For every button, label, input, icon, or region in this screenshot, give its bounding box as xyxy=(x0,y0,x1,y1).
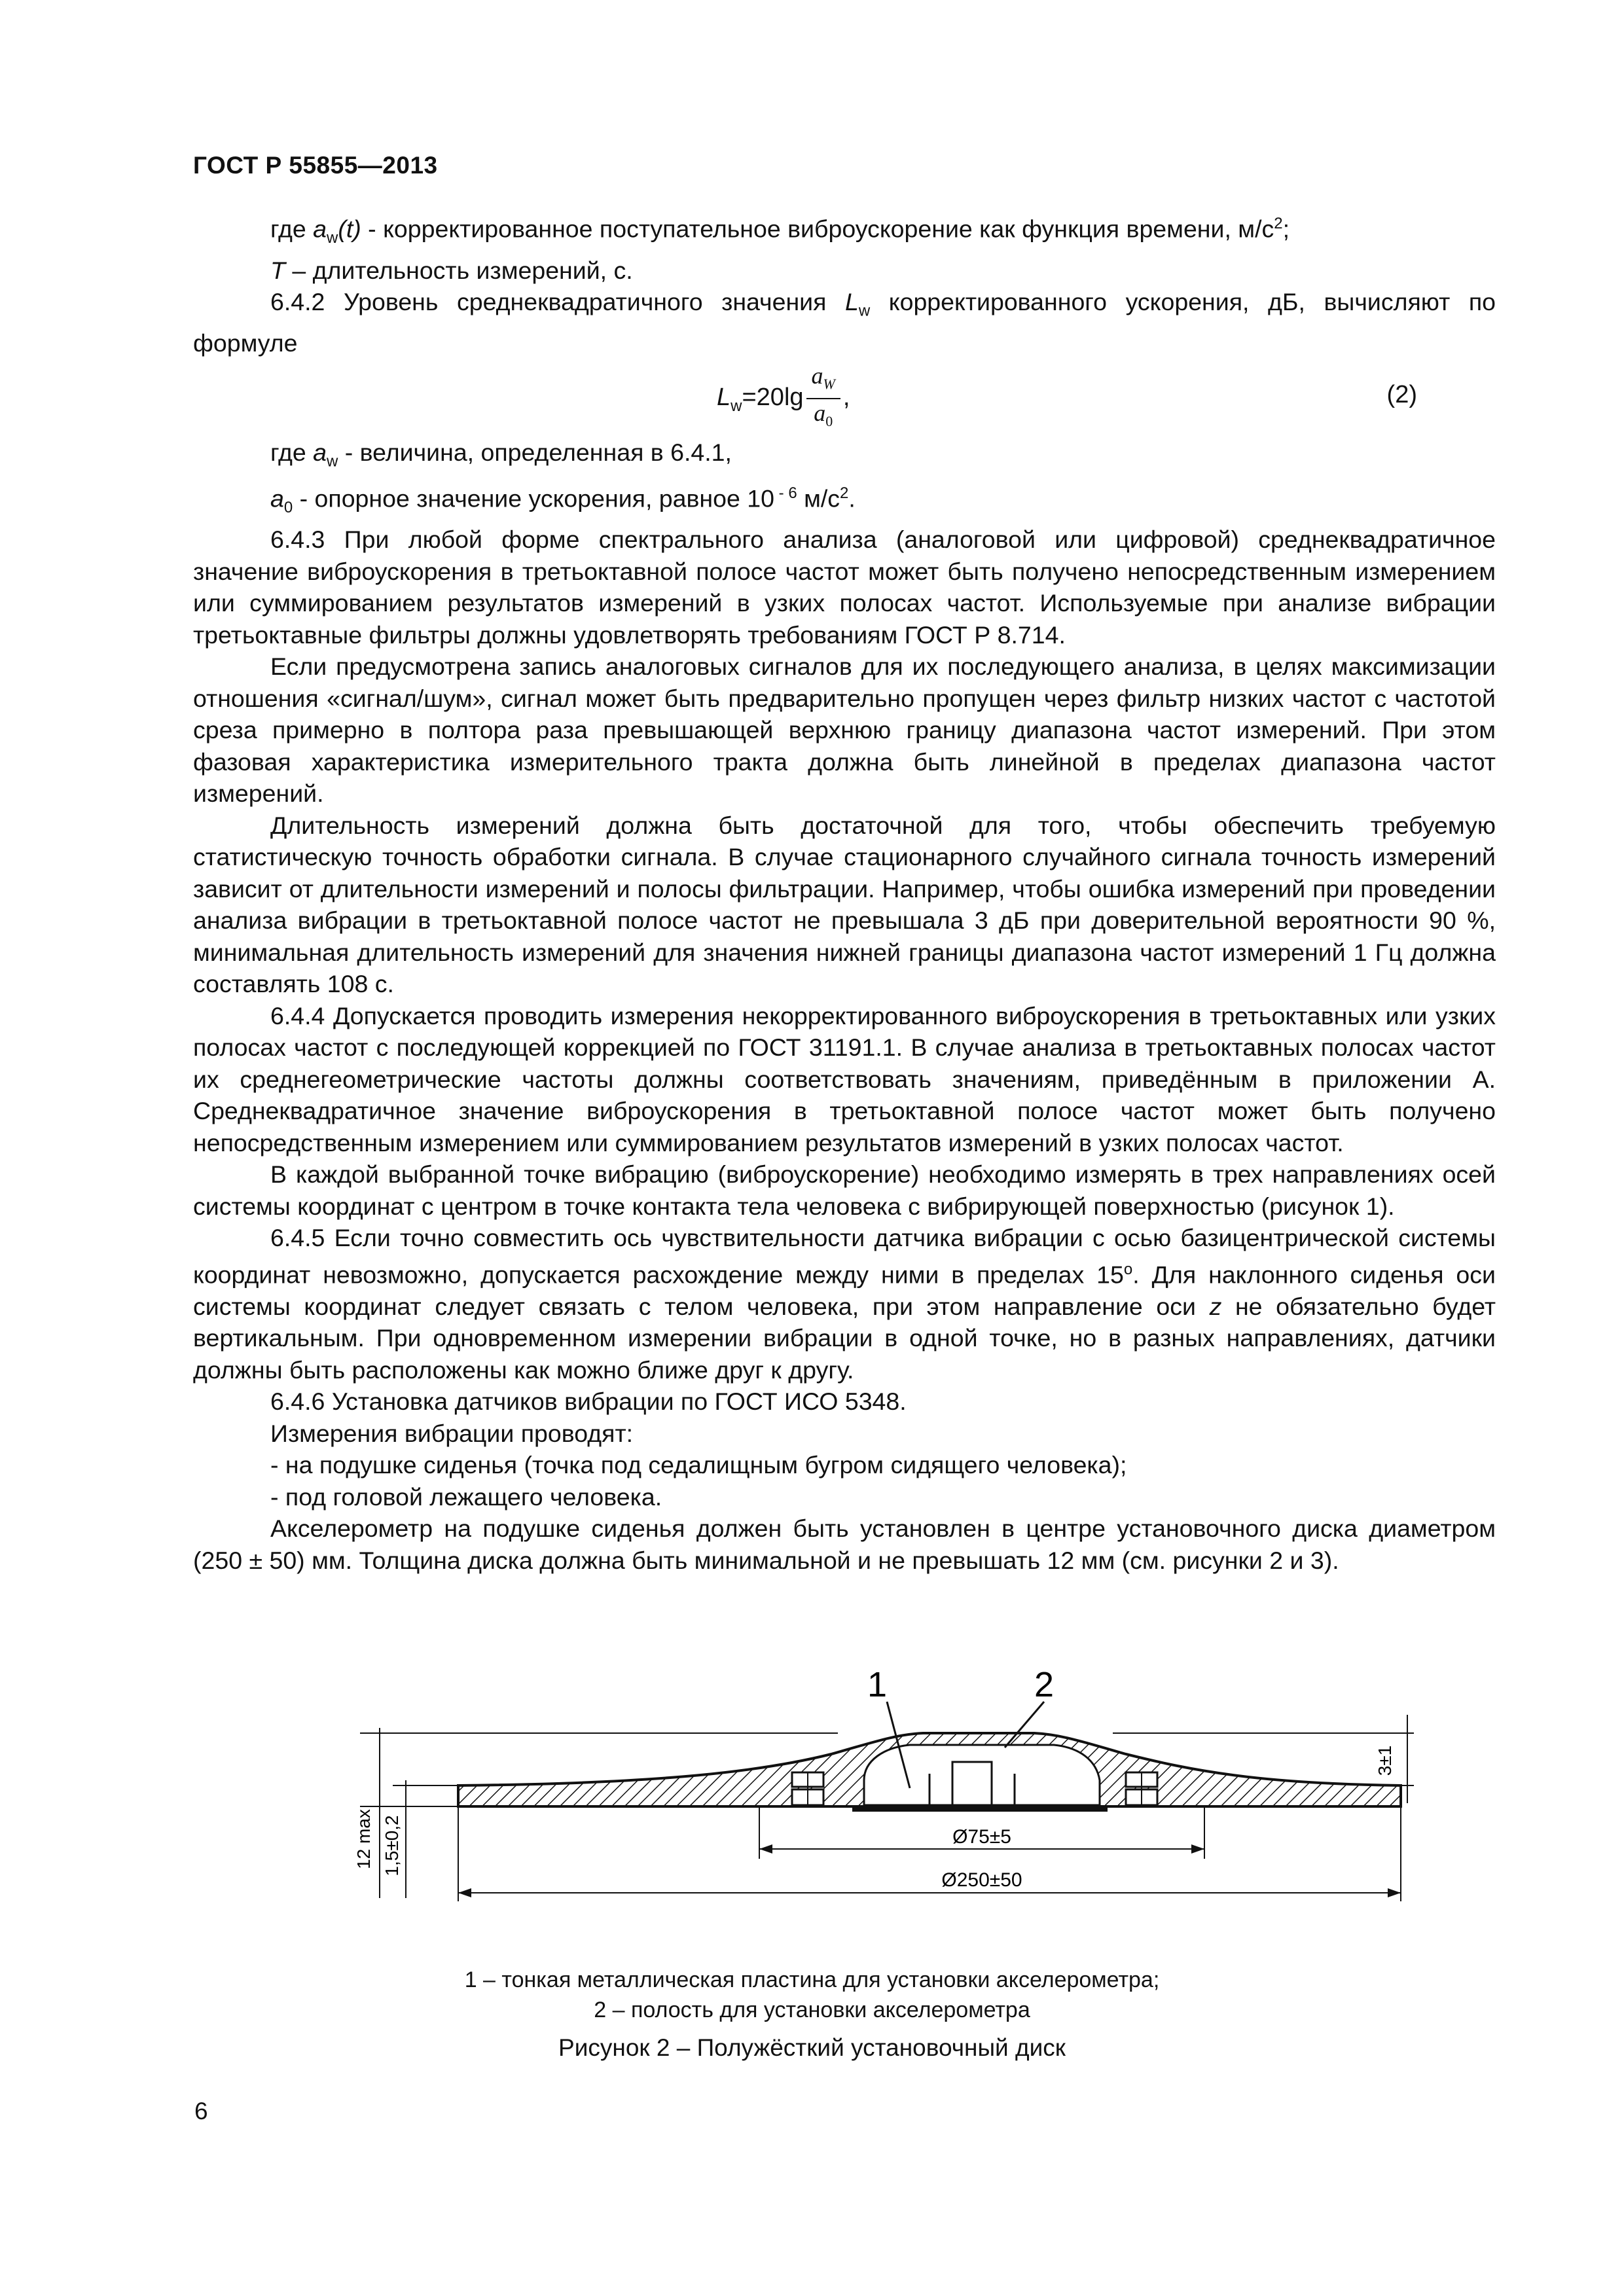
figure-2-disc-drawing xyxy=(340,1649,1420,1937)
paragraph-axes: В каждой выбранной точке вибрацию (виброускорение) необходимо измерять в трех направлениях осей системы координат с центром в точке контакта тела человека с вибрирующей поверхностью (рисунок 1). xyxy=(193,1160,1496,1220)
list-item-head: - под головой лежащего человека. xyxy=(270,1482,662,1511)
definition-T xyxy=(193,255,1496,287)
fastener-left xyxy=(792,1772,823,1805)
aw-symbol: a xyxy=(313,215,327,243)
a0-unit-sup: 2 xyxy=(840,484,849,502)
s645-b: . Для наклонного сиденья оси системы координат следует связать с телом человека, при этом направление оси xyxy=(193,1261,1496,1320)
s645-deg: o xyxy=(1123,1260,1133,1278)
paragraph-measure-intro: Измерения вибрации проводят: xyxy=(270,1419,634,1447)
dim-height: 12 max xyxy=(353,1809,374,1869)
s645-z: z xyxy=(1209,1292,1222,1320)
section-6-4-4: 6.4.4 Допускается проводить измерения некорректированного виброускорения в третьоктавных или узких полосах частот с последующей коррекцией по ГОСТ 31191.1. В случае анализа в третьоктавных полосах частот их среднегеометрические частоты должны соответствовать значениям, приведённым в приложении А. Среднеквадратичное значение виброускорения в третьоктавной полосе частот может быть получено непосредственным измерением или суммированием результатов измерений в узких полосах частот. xyxy=(193,1001,1496,1157)
aw2-symbol: a xyxy=(313,438,327,466)
T-desc: – длительность измерений, с. xyxy=(285,256,633,284)
formula-lhs: L xyxy=(717,383,731,411)
legend-line-1: 1 – тонкая металлическая пластина для установки акселерометра; xyxy=(464,1967,1160,1992)
page-number: 6 xyxy=(194,2098,208,2125)
paragraph-accelerometer: Акселерометр на подушке сиденья должен быть установлен в центре установочного диска диаметром (250 ± 50) мм. Толщина диска должна быть минимальной и не превышать 12 мм (см. рисунки 2 и 3). xyxy=(193,1515,1496,1574)
formula-expression xyxy=(717,362,850,435)
section-6-4-6: 6.4.6 Установка датчиков вибрации по ГОСТ ИСО 5348. xyxy=(270,1388,907,1415)
dim-plate: 1,5±0,2 xyxy=(382,1815,402,1876)
figure-title: Рисунок 2 – Полужёсткий установочный диск xyxy=(558,2034,1066,2061)
formula-comma: , xyxy=(842,383,850,411)
s642-text-b: корректированного ускорения, дБ, вычисляют по формуле xyxy=(193,288,1496,357)
Lw-symbol: L xyxy=(844,288,859,315)
callout-2: 2 xyxy=(1034,1665,1055,1704)
legend-line-2: 2 – полость для установки акселерометра xyxy=(594,1998,1030,2022)
a0-sub: 0 xyxy=(283,498,293,516)
figure-legend xyxy=(0,1965,1624,2025)
section-6-4-3: 6.4.3 При любой форме спектрального анализа (аналоговой или цифровой) среднеквадратичное значение виброускорения в третьоктавной полосе частот может быть получено непосредственным измерением или суммированием результатов измерений в узких полосах частот. Используемые при анализе вибрации третьоктавные фильтры должны удовлетворять требованиям ГОСТ Р 8.714. xyxy=(193,526,1496,649)
section-6-4-2 xyxy=(193,286,1496,359)
formula-numerator: $a_W$ xyxy=(806,362,840,399)
a0-symbol: a xyxy=(270,484,284,512)
definition-aw: где $a_w(t)$ - корректированное поступательное виброускорение как функция времени, $м/с^2$; xyxy=(270,215,1290,247)
a0-line-a: - опорное значение ускорения, равное 10 xyxy=(293,484,774,512)
aw-sub: w xyxy=(327,229,338,247)
s642-text-a: 6.4.2 Уровень среднеквадратичного значения xyxy=(270,288,845,315)
dim-top: 3±1 xyxy=(1375,1745,1395,1776)
formula-eq: =20lg xyxy=(742,383,804,411)
paragraph-duration: Длительность измерений должна быть достаточной для того, чтобы обеспечить требуемую статистическую точность обработки сигнала. В случае стационарного случайного сигнала точность измерений зависит от длительности измерений и полосы фильтрации. Например, чтобы ошибка измерений при проведении анализа вибрации в третьоктавной полосе частот не превышала 3 дБ при доверительной вероятности 90 %, минимальная длительность измерений для значения нижней границы диапазона частот измерений 1 Гц должна составлять 108 с. xyxy=(193,811,1496,997)
definition-a0 xyxy=(193,478,1496,524)
aw-tail: ; xyxy=(1282,215,1290,243)
standard-header: ГОСТ Р 55855—2013 xyxy=(193,152,438,179)
dim-outer-diameter: Ø250±50 xyxy=(941,1869,1022,1891)
T-symbol: T xyxy=(270,256,285,284)
fastener-right xyxy=(1126,1772,1157,1805)
definition-aw-2: где $a_w$ - величина, определенная в 6.4.1, xyxy=(270,438,732,470)
callout-1: 1 xyxy=(867,1665,888,1704)
list-item-seat: - на подушке сиденья (точка под седалищным бугром сидящего человека); xyxy=(270,1451,1127,1479)
paragraph-signal-record: Если предусмотрена запись аналоговых сигналов для их последующего анализа, в целях максимизации отношения «сигнал/шум», сигнал может быть предварительно пропущен через фильтр низких частот с частотой среза примерно в полтора раза превышающей верхнюю границу диапазона частот измерений. При этом фазовая характеристика измерительного тракта должна быть линейной в пределах диапазона частот измерений. xyxy=(193,653,1496,807)
formula-denominator: $a_0$ xyxy=(814,399,833,429)
document-body xyxy=(193,208,1496,1576)
Lw-sub: w xyxy=(858,302,871,320)
aw-arg: (t) xyxy=(338,215,361,243)
a0-line-b: м/с xyxy=(797,484,840,512)
s645-a: 6.4.5 Если точно совместить ось чувствительности датчика вибрации с осью базицентрической системы координат невозможно, допускается расхождение между ними в пределах 15 xyxy=(193,1224,1496,1288)
aw-unit-sup: 2 xyxy=(1274,215,1283,232)
a0-tail: . xyxy=(848,484,856,512)
a0-exp: - 6 xyxy=(774,484,797,502)
formula-fraction xyxy=(806,362,840,435)
dim-inner-diameter: Ø75±5 xyxy=(952,1826,1011,1848)
aw2-sub: w xyxy=(327,452,338,470)
aw-desc: - корректированное поступательное виброускорение как функция времени, м/с xyxy=(361,215,1274,243)
center-post xyxy=(952,1762,992,1805)
s645-c: не обязательно будет вертикальным. При одновременном измерении вибрации в одной точке, но в разных направлениях, датчики должны быть расположены как можно ближе друг к другу. xyxy=(193,1292,1496,1384)
formula-lhs-sub: w xyxy=(731,397,742,415)
section-6-4-5 xyxy=(193,1222,1496,1386)
formula-number: (2) xyxy=(1386,380,1417,408)
aw2-line: - величина, определенная в 6.4.1, xyxy=(338,438,732,466)
formula-2 xyxy=(193,359,1496,437)
